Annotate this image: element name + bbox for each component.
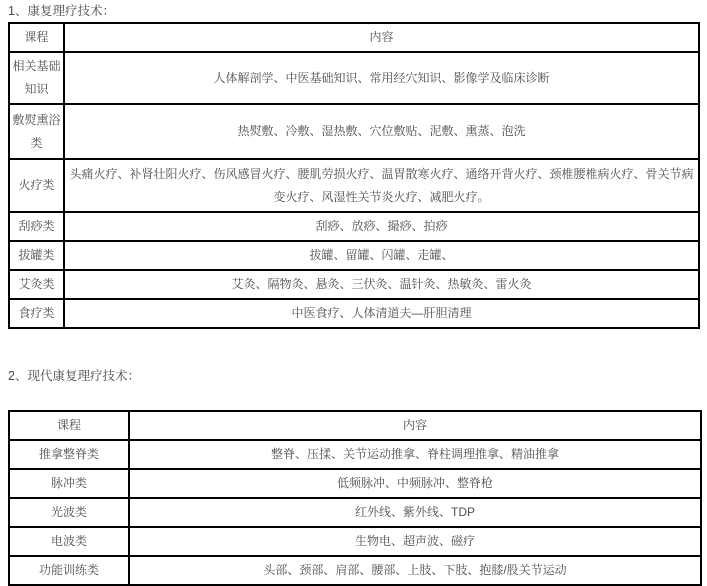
course-cell: 光波类 <box>9 498 129 527</box>
content-cell: 红外线、紫外线、TDP <box>129 498 701 527</box>
table-row <box>9 241 699 270</box>
course-cell: 拔罐类 <box>9 241 64 270</box>
content-cell: 生物电、超声波、磁疗 <box>129 527 701 556</box>
course-cell: 刮痧类 <box>9 212 64 241</box>
table-header-row <box>9 411 701 440</box>
course-cell: 推拿整脊类 <box>9 440 129 469</box>
rehab-therapy-table <box>8 22 700 329</box>
table-row <box>9 498 701 527</box>
table-row <box>9 52 699 104</box>
table-row <box>9 104 699 159</box>
table-row <box>9 270 699 299</box>
table-row <box>9 299 699 328</box>
column-header-course: 课程 <box>9 411 129 440</box>
section-2-title: 2、现代康复理疗技术： <box>8 369 140 383</box>
modern-rehab-therapy-table <box>8 410 702 586</box>
content-cell: 头痛火疗、补肾壮阳火疗、伤风感冒火疗、腰肌劳损火疗、温胃散寒火疗、通络开背火疗、颈椎腰椎病火疗、骨关节病变火疗、风湿性关节炎火疗、减肥火疗。 <box>64 159 699 212</box>
course-cell: 火疗类 <box>9 159 64 212</box>
table-header-row <box>9 23 699 52</box>
table-row <box>9 159 699 212</box>
content-cell: 整脊、压揉、关节运动推拿、脊柱调理推拿、精油推拿 <box>129 440 701 469</box>
course-cell: 电波类 <box>9 527 129 556</box>
course-cell: 功能训练类 <box>9 556 129 585</box>
column-header-content: 内容 <box>64 23 699 52</box>
content-cell: 热熨敷、冷敷、湿热敷、穴位敷贴、泥敷、熏蒸、泡洗 <box>64 104 699 159</box>
content-cell: 拔罐、留罐、闪罐、走罐、 <box>64 241 699 270</box>
content-cell: 艾灸、隔物灸、悬灸、三伏灸、温针灸、热敏灸、雷火灸 <box>64 270 699 299</box>
section-1-title: 1、康复理疗技术： <box>8 4 115 18</box>
content-cell: 刮痧、放痧、撮痧、拍痧 <box>64 212 699 241</box>
course-cell: 食疗类 <box>9 299 64 328</box>
table-row <box>9 440 701 469</box>
content-cell: 中医食疗、人体清道夫—肝胆清理 <box>64 299 699 328</box>
column-header-course: 课程 <box>9 23 64 52</box>
course-cell: 脉冲类 <box>9 469 129 498</box>
content-cell: 低频脉冲、中频脉冲、整脊枪 <box>129 469 701 498</box>
course-cell: 相关基础知识 <box>9 52 64 104</box>
course-cell: 艾灸类 <box>9 270 64 299</box>
course-cell: 敷熨熏浴类 <box>9 104 64 159</box>
table-row <box>9 469 701 498</box>
content-cell: 人体解剖学、中医基础知识、常用经穴知识、影像学及临床诊断 <box>64 52 699 104</box>
table-row <box>9 527 701 556</box>
column-header-content: 内容 <box>129 411 701 440</box>
content-cell: 头部、颈部、肩部、腰部、上肢、下肢、抱膝/股关节运动 <box>129 556 701 585</box>
table-row <box>9 212 699 241</box>
